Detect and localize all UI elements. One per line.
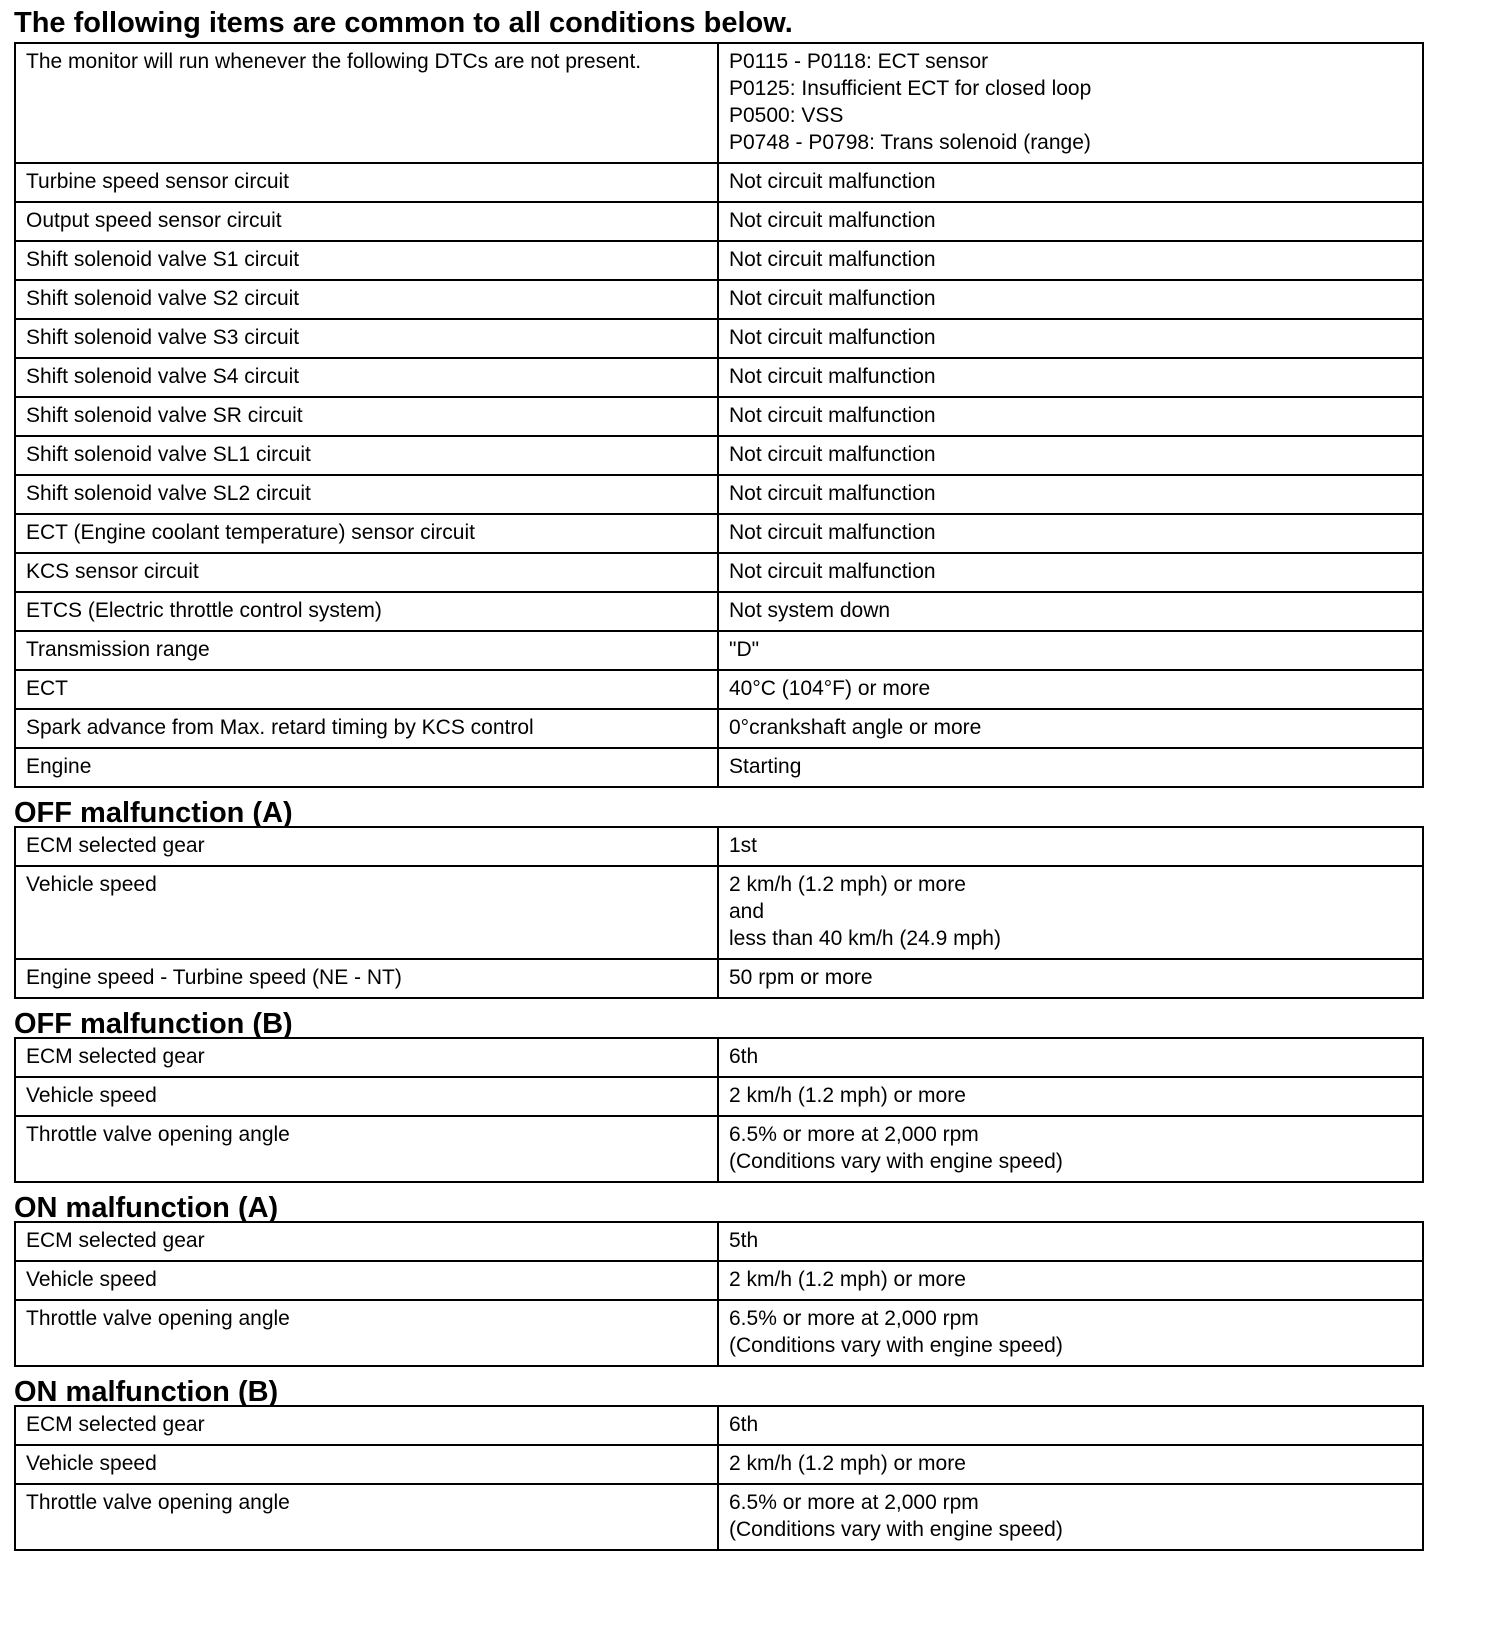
- condition-item: Vehicle speed: [15, 1445, 718, 1484]
- table-row: [15, 1077, 1423, 1116]
- condition-item: ECT (Engine coolant temperature) sensor circuit: [15, 514, 718, 553]
- condition-value: 2 km/h (1.2 mph) or more: [718, 1445, 1423, 1484]
- table-row: [15, 436, 1423, 475]
- condition-value: Not circuit malfunction: [718, 436, 1423, 475]
- table-row: [15, 397, 1423, 436]
- condition-value: Not system down: [718, 592, 1423, 631]
- condition-value: "D": [718, 631, 1423, 670]
- condition-item: Engine speed - Turbine speed (NE - NT): [15, 959, 718, 998]
- table-row: [15, 709, 1423, 748]
- condition-item: Output speed sensor circuit: [15, 202, 718, 241]
- condition-item: Vehicle speed: [15, 866, 718, 959]
- section-title: OFF malfunction (A): [14, 797, 293, 829]
- condition-item: Turbine speed sensor circuit: [15, 163, 718, 202]
- table-row: [15, 670, 1423, 709]
- condition-value: 2 km/h (1.2 mph) or more: [718, 1077, 1423, 1116]
- condition-item: Throttle valve opening angle: [15, 1116, 718, 1182]
- condition-value: Not circuit malfunction: [718, 163, 1423, 202]
- condition-item: Shift solenoid valve SR circuit: [15, 397, 718, 436]
- condition-value: Not circuit malfunction: [718, 319, 1423, 358]
- condition-item: Shift solenoid valve S4 circuit: [15, 358, 718, 397]
- condition-value: Not circuit malfunction: [718, 241, 1423, 280]
- table-row: [15, 319, 1423, 358]
- condition-value: 5th: [718, 1222, 1423, 1261]
- table-row: [15, 748, 1423, 787]
- condition-item: Vehicle speed: [15, 1077, 718, 1116]
- table-row: [15, 1222, 1423, 1261]
- table-row: [15, 866, 1423, 959]
- condition-value: 2 km/h (1.2 mph) or more: [718, 1261, 1423, 1300]
- condition-item: Throttle valve opening angle: [15, 1484, 718, 1550]
- condition-value: 50 rpm or more: [718, 959, 1423, 998]
- condition-value: 6th: [718, 1038, 1423, 1077]
- table-row: [15, 43, 1423, 163]
- section-title: The following items are common to all conditions below.: [14, 7, 793, 39]
- condition-value: Not circuit malfunction: [718, 514, 1423, 553]
- conditions-table-off-a: [14, 826, 1424, 999]
- table-row: [15, 163, 1423, 202]
- condition-item: ECM selected gear: [15, 1222, 718, 1261]
- table-row: [15, 1406, 1423, 1445]
- condition-value: 0°crankshaft angle or more: [718, 709, 1423, 748]
- condition-item: Shift solenoid valve S2 circuit: [15, 280, 718, 319]
- condition-item: ECT: [15, 670, 718, 709]
- table-row: [15, 1300, 1423, 1366]
- condition-value: Not circuit malfunction: [718, 358, 1423, 397]
- conditions-table-on-a: [14, 1221, 1424, 1367]
- table-row: [15, 1484, 1423, 1550]
- condition-value: 6.5% or more at 2,000 rpm (Conditions vary with engine speed): [718, 1116, 1423, 1182]
- condition-value: Not circuit malfunction: [718, 475, 1423, 514]
- condition-item: Transmission range: [15, 631, 718, 670]
- document: [14, 0, 1422, 1551]
- condition-item: Shift solenoid valve S1 circuit: [15, 241, 718, 280]
- condition-value: Not circuit malfunction: [718, 397, 1423, 436]
- table-row: [15, 1038, 1423, 1077]
- table-row: [15, 553, 1423, 592]
- condition-item: ETCS (Electric throttle control system): [15, 592, 718, 631]
- conditions-table-off-b: [14, 1037, 1424, 1183]
- condition-value: Starting: [718, 748, 1423, 787]
- condition-value: Not circuit malfunction: [718, 553, 1423, 592]
- table-row: [15, 202, 1423, 241]
- condition-item: KCS sensor circuit: [15, 553, 718, 592]
- table-row: [15, 1261, 1423, 1300]
- condition-item: Vehicle speed: [15, 1261, 718, 1300]
- condition-value: 1st: [718, 827, 1423, 866]
- table-row: [15, 631, 1423, 670]
- condition-item: Shift solenoid valve SL1 circuit: [15, 436, 718, 475]
- condition-value: 6th: [718, 1406, 1423, 1445]
- condition-item: Engine: [15, 748, 718, 787]
- conditions-table-common: [14, 42, 1424, 788]
- condition-item: Throttle valve opening angle: [15, 1300, 718, 1366]
- condition-item: ECM selected gear: [15, 1038, 718, 1077]
- condition-item: The monitor will run whenever the following DTCs are not present.: [15, 43, 718, 163]
- table-row: [15, 592, 1423, 631]
- table-row: [15, 280, 1423, 319]
- table-row: [15, 1116, 1423, 1182]
- table-row: [15, 475, 1423, 514]
- condition-value: 2 km/h (1.2 mph) or more and less than 40 km/h (24.9 mph): [718, 866, 1423, 959]
- conditions-table-on-b: [14, 1405, 1424, 1551]
- section-title: ON malfunction (B): [14, 1376, 279, 1408]
- table-row: [15, 358, 1423, 397]
- condition-item: ECM selected gear: [15, 1406, 718, 1445]
- section-title: ON malfunction (A): [14, 1192, 279, 1224]
- section-title: OFF malfunction (B): [14, 1008, 293, 1040]
- condition-value: Not circuit malfunction: [718, 280, 1423, 319]
- condition-item: ECM selected gear: [15, 827, 718, 866]
- condition-value: P0115 - P0118: ECT sensor P0125: Insufficient ECT for closed loop P0500: VSS P0748 - P0798: Trans solenoid (range): [718, 43, 1423, 163]
- condition-value: Not circuit malfunction: [718, 202, 1423, 241]
- condition-value: 6.5% or more at 2,000 rpm (Conditions vary with engine speed): [718, 1484, 1423, 1550]
- table-row: [15, 1445, 1423, 1484]
- table-row: [15, 241, 1423, 280]
- condition-value: 40°C (104°F) or more: [718, 670, 1423, 709]
- condition-item: Spark advance from Max. retard timing by KCS control: [15, 709, 718, 748]
- table-row: [15, 827, 1423, 866]
- table-row: [15, 514, 1423, 553]
- table-row: [15, 959, 1423, 998]
- condition-item: Shift solenoid valve S3 circuit: [15, 319, 718, 358]
- condition-item: Shift solenoid valve SL2 circuit: [15, 475, 718, 514]
- condition-value: 6.5% or more at 2,000 rpm (Conditions vary with engine speed): [718, 1300, 1423, 1366]
